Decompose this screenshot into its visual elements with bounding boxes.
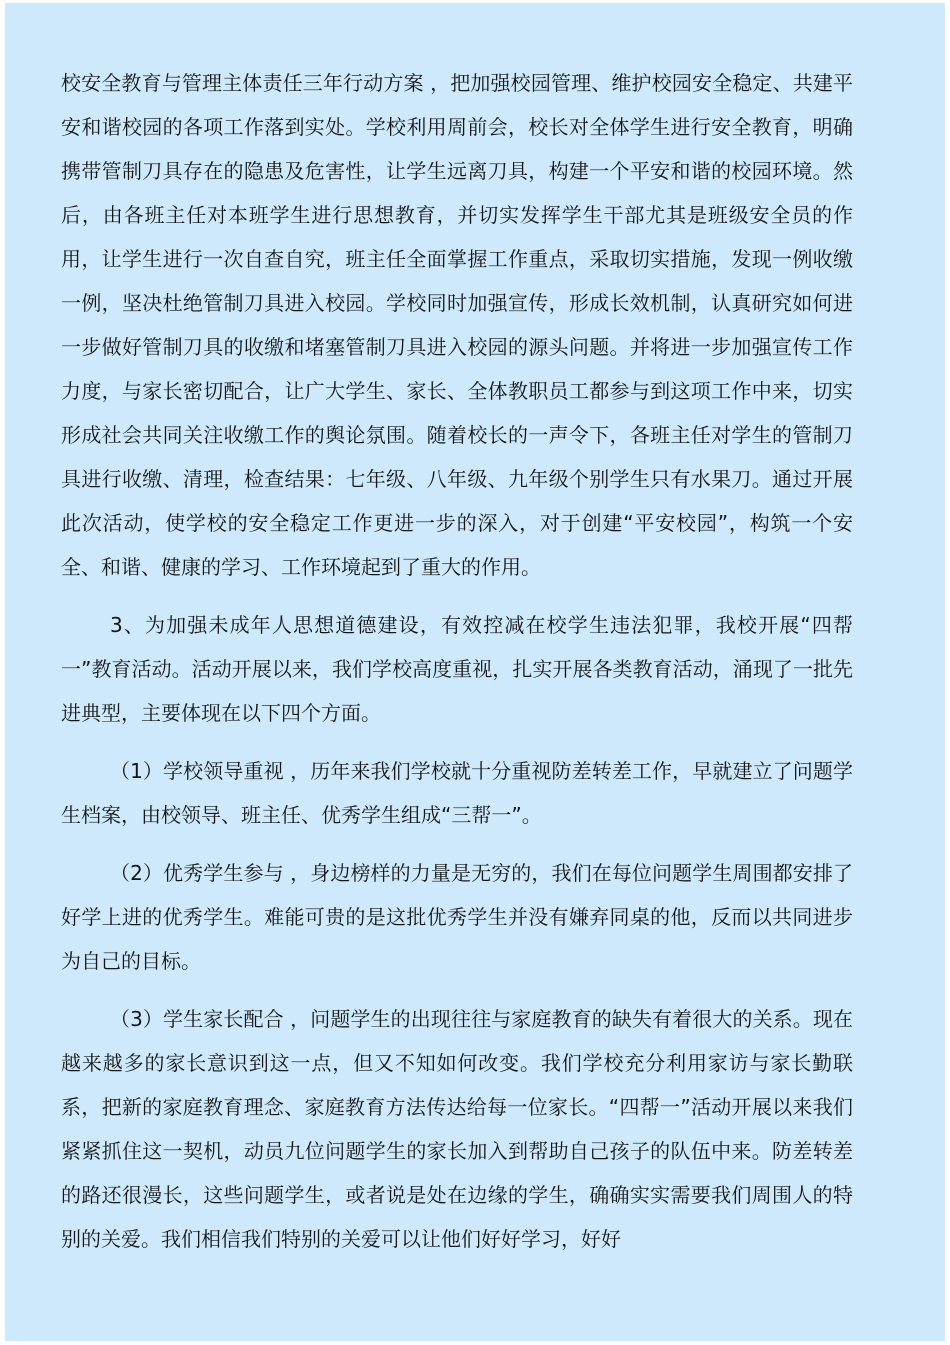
paragraph-leadership: （1）学校领导重视 ，历年来我们学校就十分重视防差转差工作，早就建立了问题学生档案，由校领导、班主任、优秀学生组成“三帮一”。 [61,759,853,827]
paragraph-parents: （3）学生家长配合 ，问题学生的出现往往与家庭教育的缺失有着很大的关系。现在越来越多的家长意识到这一点，但又不知如何改变。我们学校充分利用家访与家长勤联系，把新的家庭教育理念、家庭教育方法传达给每一位家长。“四帮一”活动开展以来我们紧紧抓住这一契机，动员九位问题学生的家长加入到帮助自己孩子的队伍中来。防差转差的路还很漫长，这些问题学生，或者说是处在边缘的学生，确确实实需要我们周围人的特别的关爱。我们相信我们特别的关爱可以让他们好好学习，好好 [61,1007,853,1251]
paragraph-safety-campaign: 校安全教育与管理主体责任三年行动方案 ，把加强校园管理、维护校园安全稳定、共建平安和谐校园的各项工作落到实处。学校利用周前会，校长对全体学生进行安全教育，明确携带管制刀具存在的隐患及危害性，让学生远离刀具，构建一个平安和谐的校园环境。然后，由各班主任对本班学生进行思想教育，并切实发挥学生干部尤其是班级安全员的作用，让学生进行一次自查自究，班主任全面掌握工作重点，采取切实措施，发现一例收缴一例，坚决杜绝管制刀具进入校园。学校同时加强宣传，形成长效机制，认真研究如何进一步做好管制刀具的收缴和堵塞管制刀具进入校园的源头问题。并将进一步加强宣传工作力度，与家长密切配合，让广大学生、家长、全体教职员工都参与到这项工作中来，切实形成社会共同关注收缴工作的舆论氛围。随着校长的一声令下，各班主任对学生的管制刀具进行收缴、清理，检查结果：七年级、八年级、九年级个别学生只有水果刀。通过开展此次活动，使学校的安全稳定工作更进一步的深入，对于创建“平安校园”，构筑一个安全、和谐、健康的学习、工作环境起到了重大的作用。 [61,71,853,579]
paragraph-four-help-one: 3、为加强未成年人思想道德建设，有效控减在校学生违法犯罪，我校开展“四帮一”教育活动。活动开展以来，我们学校高度重视，扎实开展各类教育活动，涌现了一批先进典型，主要体现在以下四个方面。 [61,613,853,725]
paragraph-excellent-students: （2）优秀学生参与 ，身边榜样的力量是无穷的，我们在每位问题学生周围都安排了好学上进的优秀学生。难能可贵的是这批优秀学生并没有嫌弃同桌的他，反而以共同进步为自己的目标。 [61,861,853,973]
document-page [5,3,945,1341]
